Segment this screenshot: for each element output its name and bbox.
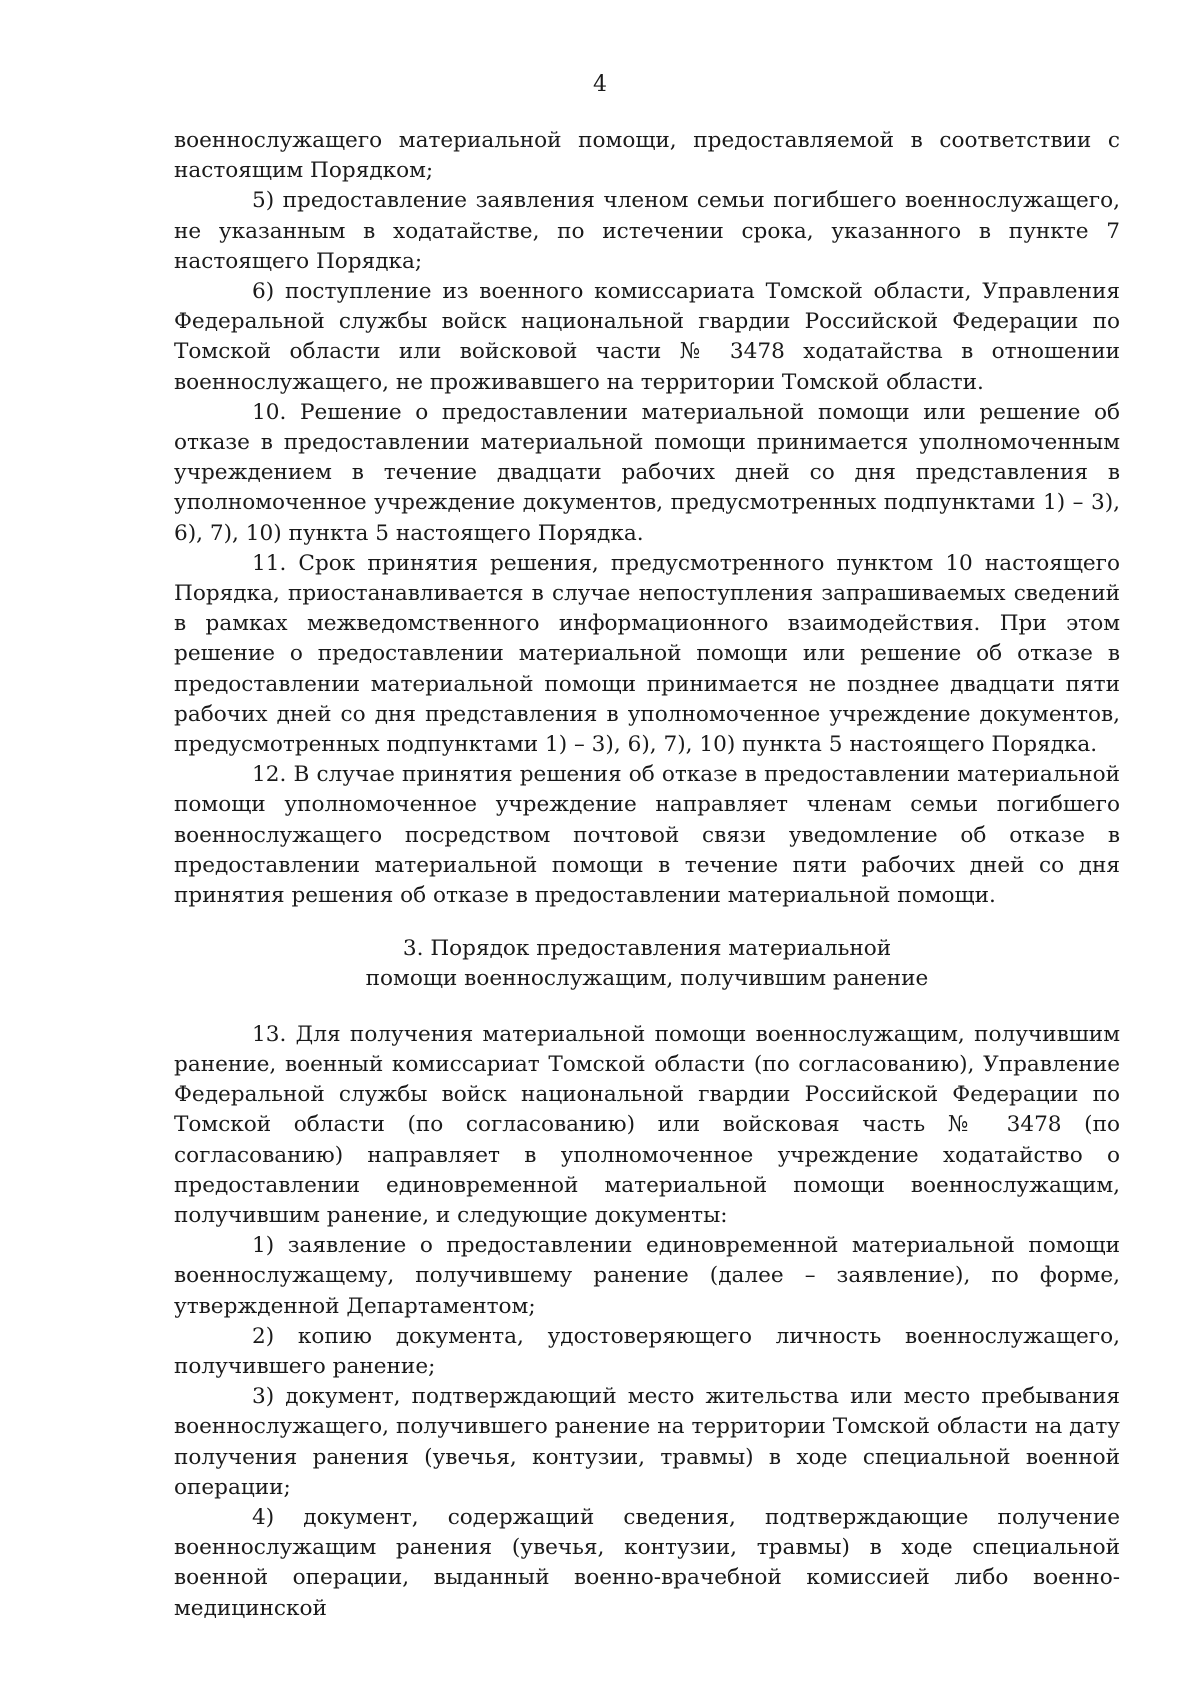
- paragraph: 2) копию документа, удостоверяющего личность военнослужащего, получившего ранение;: [174, 1323, 1120, 1379]
- paragraph: 13. Для получения материальной помощи военнослужащим, получившим ранение, военный комиссариат Томской области (по согласованию), Управление Федеральной службы войск национальной гвардии Российской Федерации по Томской области (по согласованию) или войсковая часть № 3478 (по согласованию) направляет в уполномоченное учреждение ходатайство о предоставлении единовременной материальной помощи военнослужащим, получившим ранение, и следующие документы:: [174, 1021, 1120, 1228]
- paragraph: 12. В случае принятия решения об отказе в предоставлении материальной помощи уполномоченное учреждение направляет членам семьи погибшего военнослужащего посредством почтовой связи уведомление об отказе в предоставлении материальной помощи в течение пяти рабочих дней со дня принятия решения об отказе в предоставлении материальной помощи.: [174, 762, 1120, 909]
- paragraph: 4) документ, содержащий сведения, подтверждающие получение военнослужащим ранения (увечья, контузии, травмы) в ходе специальной военной операции, выданный военно-врачебной комиссией либо военно-медицинской: [174, 1504, 1120, 1621]
- paragraph: 11. Срок принятия решения, предусмотренного пунктом 10 настоящего Порядка, приостанавливается в случае непоступления запрашиваемых сведений в рамках межведомственного информационного взаимодействия. При этом решение о предоставлении материальной помощи или решение об отказе в предоставлении материальной помощи принимается не позднее двадцати пяти рабочих дней со дня представления в уполномоченное учреждение документов, предусмотренных подпунктами 1) – 3), 6), 7), 10) пункта 5 настоящего Порядка.: [174, 550, 1120, 758]
- paragraph: 6) поступление из военного комиссариата Томской области, Управления Федеральной службы войск национальной гвардии Российской Федерации по Томской области или войсковой части № 3478 ходатайства в отношении военнослужащего, не проживавшего на территории Томской области.: [174, 279, 1120, 395]
- paragraph: 10. Решение о предоставлении материальной помощи или решение об отказе в предоставлении материальной помощи принимается уполномоченным учреждением в течение двадцати рабочих дней со дня представления в уполномоченное учреждение документов, предусмотренных подпунктами 1) – 3), 6), 7), 10) пункта 5 настоящего Порядка.: [174, 399, 1120, 546]
- document-body: [174, 126, 1120, 1624]
- paragraph: военнослужащего материальной помощи, предоставляемой в соответствии с настоящим Порядком;: [174, 128, 1120, 184]
- paragraph: 3) документ, подтверждающий место жительства или место пребывания военнослужащего, получившего ранение на территории Томской области на дату получения ранения (увечья, контузии, травмы) в ходе специальной военной операции;: [174, 1384, 1120, 1500]
- paragraph: 5) предоставление заявления членом семьи погибшего военнослужащего, не указанным в ходатайстве, по истечении срока, указанного в пункте 7 настоящего Порядка;: [174, 188, 1120, 274]
- section-heading-line: помощи военнослужащим, получившим ранение: [365, 966, 929, 992]
- page-number: 4: [593, 72, 607, 97]
- section-heading-line: 3. Порядок предоставления материальной: [402, 936, 892, 962]
- section-heading: [174, 934, 1120, 994]
- paragraph: 1) заявление о предоставлении единовременной материальной помощи военнослужащему, получившему ранение (далее – заявление), по форме, утвержденной Департаментом;: [174, 1233, 1120, 1319]
